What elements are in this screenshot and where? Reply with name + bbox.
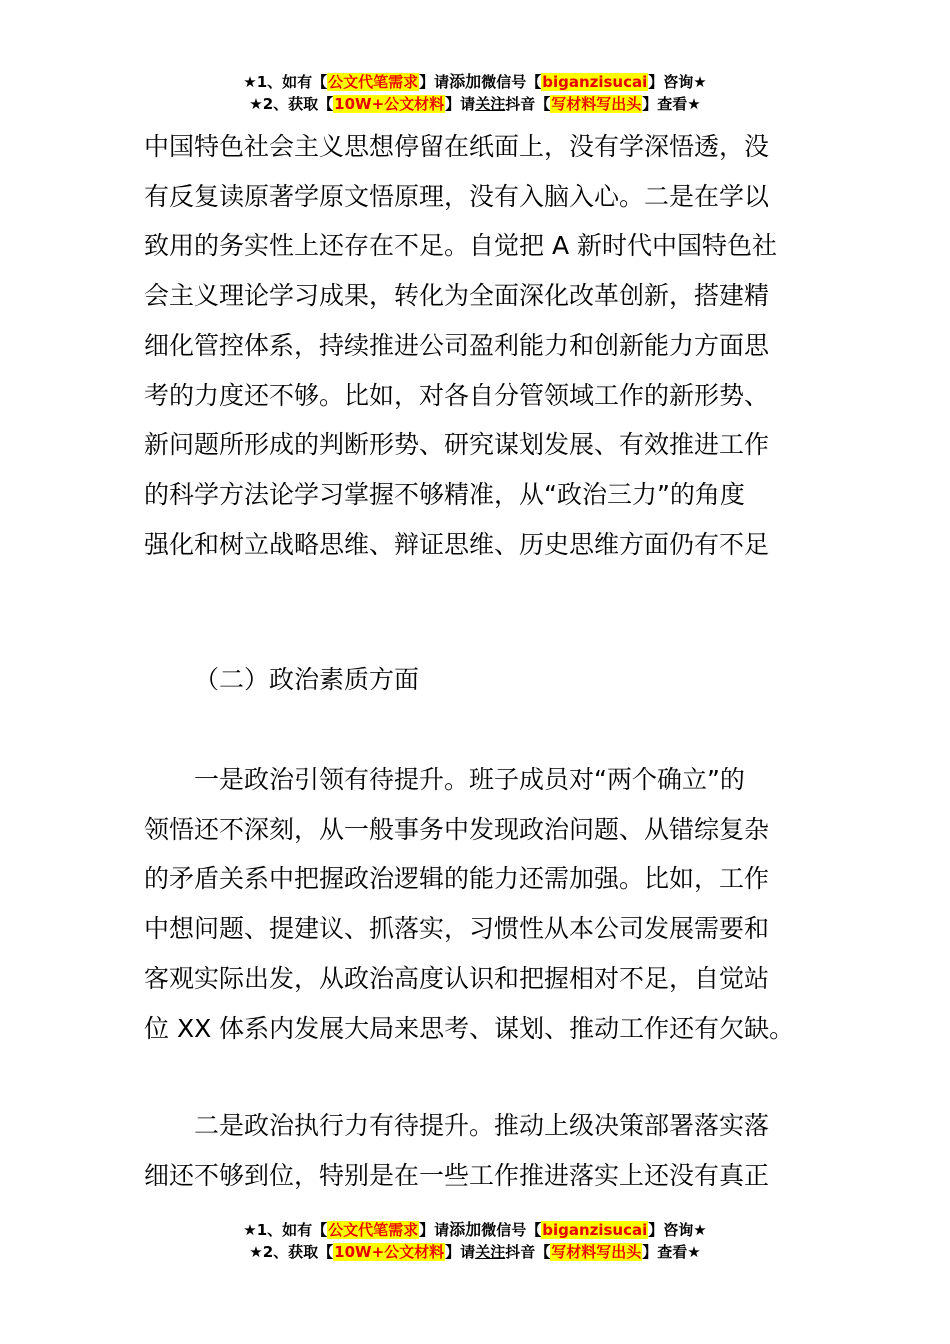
text-line: 领悟还不深刻，从一般事务中发现政治问题、从错综复杂 xyxy=(144,814,770,844)
text-line: 细还不够到位，特别是在一些工作推进落实上还没有真正 xyxy=(144,1160,770,1190)
banner-text-emph: 添加 xyxy=(449,1220,482,1239)
text-line: 强化和树立战略思维、辩证思维、历史思维方面仍有不足 xyxy=(144,529,770,559)
banner-text-underlined: 关注 xyxy=(475,1243,506,1261)
text-line: 考的力度还不够。比如，对各自分管领域工作的新形势、 xyxy=(144,380,770,410)
text-line: 致用的务实性上还存在不足。自觉把 A 新时代中国特色社 xyxy=(144,231,777,261)
banner-text: 微信号【 xyxy=(481,73,542,91)
banner-text: 抖音【 xyxy=(505,1243,551,1261)
text-line: 新问题所形成的判断形势、研究谋划发展、有效推进工作 xyxy=(144,430,770,460)
text-line: 的科学方法论学习掌握不够精准，从“政治三力”的角度 xyxy=(144,479,745,509)
text-line: 有反复读原著学原文悟原理，没有入脑入心。二是在学以 xyxy=(144,181,770,211)
highlight-materials: 10W+公文材料 xyxy=(334,1243,445,1261)
banner-text: 】请 xyxy=(419,1221,450,1239)
footer-banner-line-1 xyxy=(0,1218,950,1241)
banner-text: 】请 xyxy=(419,73,450,91)
star-icon: ★ xyxy=(243,1221,257,1239)
paragraph-2 xyxy=(144,755,812,1053)
banner-text: 】咨询 xyxy=(648,73,694,91)
highlight-douyin-account: 写材料写出头 xyxy=(551,1243,642,1261)
text-line: 一是政治引领有待提升。班子成员对“两个确立”的 xyxy=(194,765,745,795)
footer-banner-line-2 xyxy=(0,1241,950,1264)
text-line: 位 XX 体系内发展大局来思考、谋划、推动工作还有欠缺。 xyxy=(144,1013,795,1043)
banner-text: 微信号【 xyxy=(481,1221,542,1239)
section-heading: （二）政治素质方面 xyxy=(194,665,420,695)
banner-text-underlined: 关注 xyxy=(475,95,506,113)
banner-text-emph: 添加 xyxy=(449,72,482,91)
highlight-ghostwriting: 公文代笔需求 xyxy=(328,73,419,91)
document-body xyxy=(144,122,812,1201)
banner-text: 】咨询 xyxy=(648,1221,694,1239)
star-icon: ★ xyxy=(693,1221,707,1239)
paragraph-1 xyxy=(144,122,812,569)
banner-text: 2、获取【 xyxy=(262,95,334,113)
star-icon: ★ xyxy=(687,95,701,113)
banner-text: 】请 xyxy=(445,1243,476,1261)
star-icon: ★ xyxy=(249,95,263,113)
star-icon: ★ xyxy=(249,1243,263,1261)
text-line: 客观实际出发，从政治高度认识和把握相对不足，自觉站 xyxy=(144,963,770,993)
text-line: 细化管控体系，持续推进公司盈利能力和创新能力方面思 xyxy=(144,330,770,360)
highlight-wechat-id: biganzisucai xyxy=(542,73,648,91)
banner-text: 1、如有【 xyxy=(256,73,328,91)
text-line: 的矛盾关系中把握政治逻辑的能力还需加强。比如，工作 xyxy=(144,864,770,894)
banner-text: 抖音【 xyxy=(505,95,551,113)
text-line: 中国特色社会主义思想停留在纸面上，没有学深悟透，没 xyxy=(144,132,770,161)
banner-text: 】请 xyxy=(445,95,476,113)
text-line: 会主义理论学习成果，转化为全面深化改革创新，搭建精 xyxy=(144,281,770,311)
highlight-douyin-account: 写材料写出头 xyxy=(551,95,642,113)
star-icon: ★ xyxy=(687,1243,701,1261)
text-line: 中想问题、提建议、抓落实，习惯性从本公司发展需要和 xyxy=(144,914,770,944)
text-line: 二是政治执行力有待提升。推动上级决策部署落实落 xyxy=(194,1111,770,1141)
banner-text: 2、获取【 xyxy=(262,1243,334,1261)
star-icon: ★ xyxy=(693,73,707,91)
banner-text: 】查看 xyxy=(642,1243,688,1261)
banner-text: 】查看 xyxy=(642,95,688,113)
highlight-ghostwriting: 公文代笔需求 xyxy=(328,1221,419,1239)
header-banner-line-1 xyxy=(0,70,950,93)
header-banner-line-2 xyxy=(0,93,950,116)
header-banner xyxy=(0,70,950,116)
star-icon: ★ xyxy=(243,73,257,91)
banner-text: 1、如有【 xyxy=(256,1221,328,1239)
highlight-wechat-id: biganzisucai xyxy=(542,1221,648,1239)
footer-banner xyxy=(0,1218,950,1264)
paragraph-3 xyxy=(144,1101,812,1200)
highlight-materials: 10W+公文材料 xyxy=(334,95,445,113)
